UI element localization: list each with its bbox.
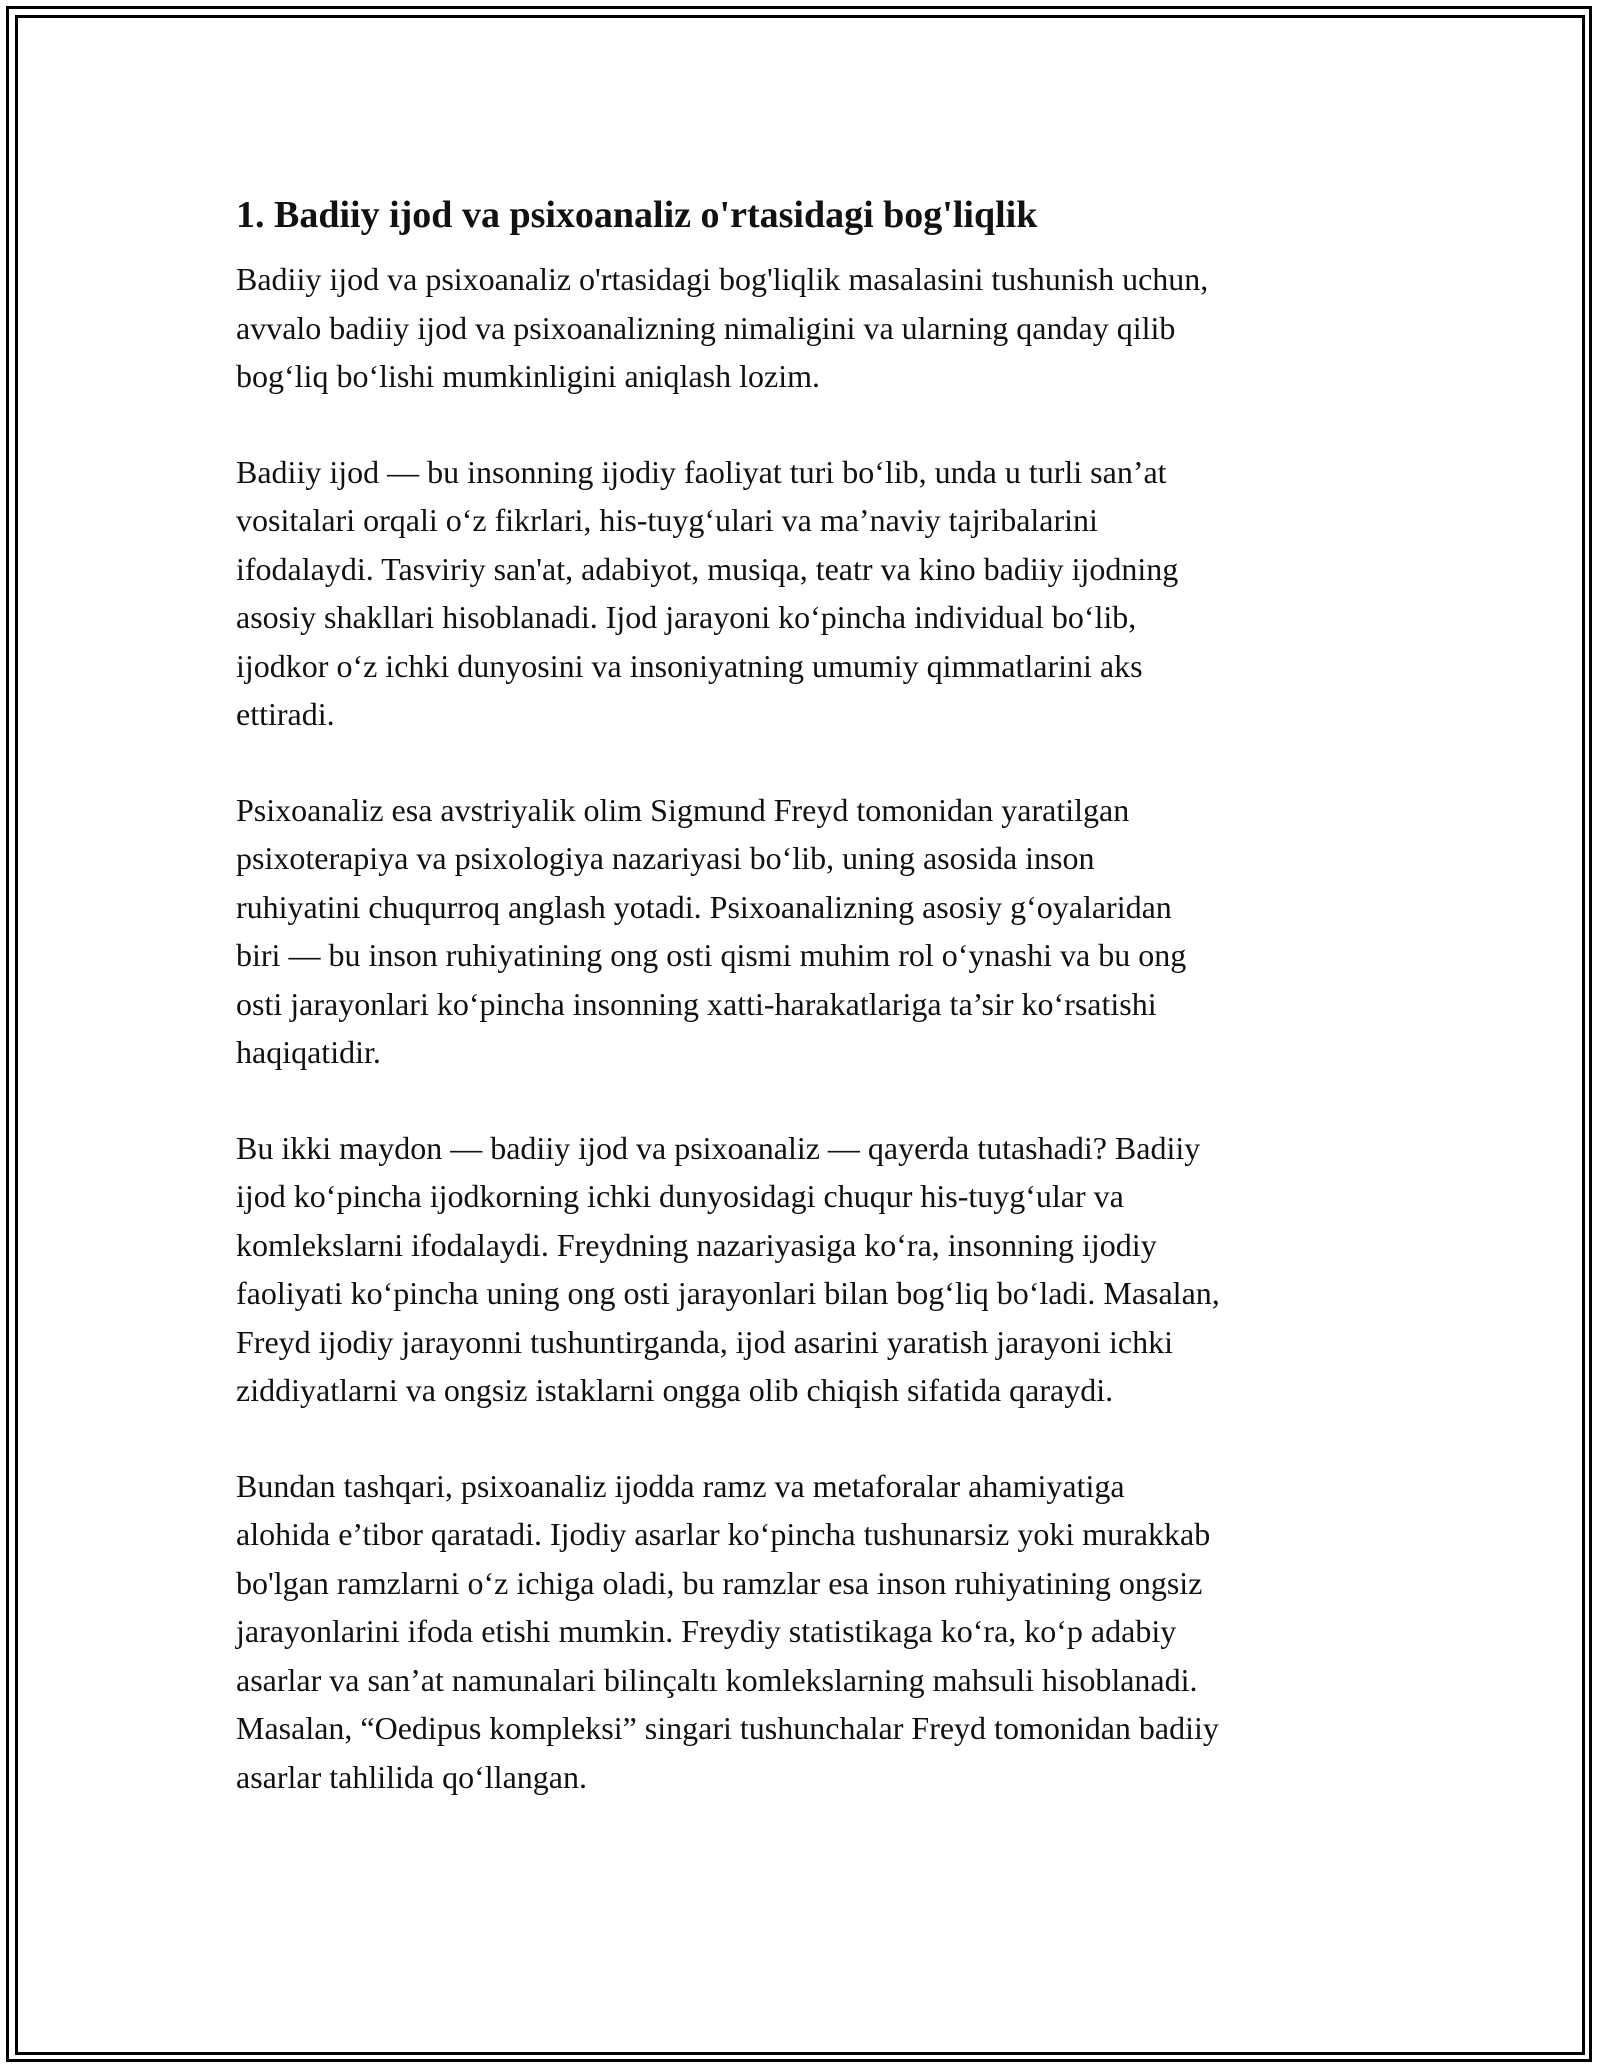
paragraph-line: haqiqatidir. bbox=[236, 1034, 381, 1070]
paragraph-line: Bu ikki maydon — badiiy ijod va psixoanaliz — qayerda tutashadi? Badiiy bbox=[236, 1129, 1201, 1166]
paragraph-line: Masalan, “Oedipus kompleksi” singari tushunchalar Freyd tomonidan badiiy bbox=[236, 1710, 1219, 1746]
section-heading: 1. Badiiy ijod va psixoanaliz o'rtasidagi bog'liqlik bbox=[236, 194, 1038, 236]
paragraph-line: Bundan tashqari, psixoanaliz ijodda ramz va metaforalar ahamiyatiga bbox=[236, 1467, 1125, 1504]
paragraph-line: ruhiyatini chuqurroq anglash yotadi. Psixoanalizning asosiy g‘oyalaridan bbox=[236, 888, 1172, 925]
paragraph-line: asarlar tahlilida qo‘llangan. bbox=[236, 1758, 587, 1795]
paragraph-line: Freyd ijodiy jarayonni tushuntirganda, ijod asarini yaratish jarayoni ichki bbox=[236, 1323, 1173, 1360]
paragraph-line: alohida e’tibor qaratadi. Ijodiy asarlar ko‘pincha tushunarsiz yoki murakkab bbox=[236, 1516, 1211, 1552]
paragraph-line: ifodalaydi. Tasviriy san'at, adabiyot, musiqa, teatr va kino badiiy ijodning bbox=[236, 550, 1179, 587]
paragraph-line: bog‘liq bo‘lishi mumkinligini aniqlash lozim. bbox=[236, 358, 820, 394]
paragraph-line: komlekslarni ifodalaydi. Freydning nazariyasiga ko‘ra, insonning ijodiy bbox=[236, 1226, 1157, 1263]
paragraph-line: asosiy shakllari hisoblanadi. Ijod jarayoni ko‘pincha individual bo‘lib, bbox=[236, 599, 1137, 635]
paragraph-line: asarlar va san’at namunalari bilinçaltı komlekslarning mahsuli hisoblanadi. bbox=[236, 1661, 1198, 1698]
paragraph-list bbox=[236, 255, 1376, 1801]
paragraph-line: ijodkor o‘z ichki dunyosini va insoniyatning umumiy qimmatlarini aks bbox=[236, 647, 1143, 684]
paragraph-line: biri — bu inson ruhiyatining ong osti qismi muhim rol o‘ynashi va bu ong bbox=[236, 937, 1187, 973]
paragraph bbox=[236, 786, 1376, 1077]
paragraph-line: ettiradi. bbox=[236, 696, 335, 732]
paragraph bbox=[236, 448, 1376, 739]
paragraph-line: avvalo badiiy ijod va psixoanalizning nimaligini va ularning qanday qilib bbox=[236, 309, 1176, 346]
paragraph-line: ijod ko‘pincha ijodkorning ichki dunyosidagi chuqur his-tuyg‘ular va bbox=[236, 1178, 1124, 1214]
paragraph-line: vositalari orqali o‘z fikrlari, his-tuyg‘ulari va ma’naviy tajribalarini bbox=[236, 502, 1098, 538]
paragraph-line: faoliyati ko‘pincha uning ong osti jarayonlari bilan bog‘liq bo‘ladi. Masalan, bbox=[236, 1275, 1220, 1311]
paragraph bbox=[236, 255, 1376, 401]
paragraph-line: jarayonlarini ifoda etishi mumkin. Freydiy statistikaga ko‘ra, ko‘p adabiy bbox=[236, 1613, 1177, 1649]
paragraph-line: osti jarayonlari ko‘pincha insonning xatti-harakatlariga ta’sir ko‘rsatishi bbox=[236, 985, 1157, 1022]
paragraph-line: Badiiy ijod — bu insonning ijodiy faoliyat turi bo‘lib, unda u turli san’at bbox=[236, 453, 1167, 490]
paragraph-line: ziddiyatlarni va ongsiz istaklarni ongga olib chiqish sifatida qaraydi. bbox=[236, 1372, 1114, 1408]
paragraph-line: psixoterapiya va psixologiya nazariyasi bo‘lib, uning asosida inson bbox=[236, 840, 1095, 876]
paragraph-line: bo'lgan ramzlarni o‘z ichiga oladi, bu ramzlar esa inson ruhiyatining ongsiz bbox=[236, 1564, 1203, 1601]
document-body bbox=[236, 185, 1376, 1848]
paragraph-line: Badiiy ijod va psixoanaliz o'rtasidagi bog'liqlik masalasini tushunish uchun, bbox=[236, 261, 1209, 297]
paragraph-line: Psixoanaliz esa avstriyalik olim Sigmund Freyd tomonidan yaratilgan bbox=[236, 791, 1130, 828]
paragraph bbox=[236, 1124, 1376, 1415]
paragraph bbox=[236, 1462, 1376, 1802]
